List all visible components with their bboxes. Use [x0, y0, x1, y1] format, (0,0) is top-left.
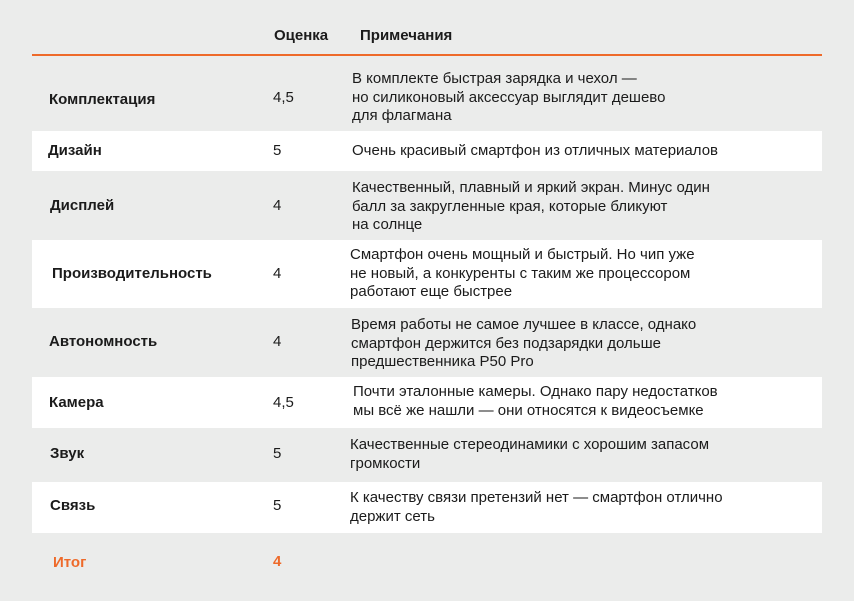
row-note: Почти эталонные камеры. Однако пару недостатков мы всё же нашли — они относятся к видеосъемке — [353, 383, 718, 419]
row-category: Звук — [50, 445, 85, 462]
row-category: Дизайн — [48, 142, 102, 159]
row-category: Производительность — [52, 265, 212, 282]
table-row — [32, 430, 822, 480]
row-category: Дисплей — [50, 197, 115, 214]
column-header-notes: Примечания — [360, 27, 453, 44]
row-category: Камера — [49, 394, 104, 411]
column-header-score: Оценка — [274, 27, 329, 44]
row-note: Смартфон очень мощный и быстрый. Но чип уже не новый, а конкуренты с таким же процессором работают еще быстрее — [350, 246, 695, 300]
row-category: Связь — [50, 497, 96, 514]
row-note: Очень красивый смартфон из отличных материалов — [352, 142, 719, 159]
row-note: В комплекте быстрая зарядка и чехол — но силиконовый аксессуар выглядит дешево для флагмана — [352, 70, 666, 124]
row-note: Качественный, плавный и яркий экран. Минус один балл за закругленные края, которые бликуют на солнце — [352, 179, 710, 233]
row-score: 4 — [273, 333, 282, 350]
row-note: Качественные стереодинамики с хорошим запасом громкости — [350, 436, 710, 472]
row-score: 5 — [273, 142, 282, 159]
row-score: 4,5 — [273, 394, 294, 411]
total-score: 4 — [273, 553, 282, 570]
table-row — [32, 131, 822, 171]
table-row — [32, 240, 822, 308]
table-row — [32, 171, 822, 239]
total-row — [32, 535, 822, 590]
table-row — [32, 482, 822, 533]
row-score: 5 — [273, 497, 282, 514]
row-note: К качеству связи претензий нет — смартфон отлично держит сеть — [350, 489, 723, 525]
row-score: 4 — [273, 265, 282, 282]
row-category: Комплектация — [49, 91, 156, 108]
header-divider — [32, 54, 822, 56]
row-score: 5 — [273, 445, 282, 462]
row-score: 4,5 — [273, 89, 294, 106]
table-row — [32, 60, 822, 128]
row-category: Автономность — [49, 333, 158, 350]
total-label: Итог — [53, 554, 87, 571]
table-row — [32, 309, 822, 375]
row-score: 4 — [273, 197, 282, 214]
table-header — [0, 0, 854, 56]
row-note: Время работы не самое лучшее в классе, однако смартфон держится без подзарядки дольше предшественника P50 Pro — [351, 316, 697, 370]
table-row — [32, 377, 822, 428]
